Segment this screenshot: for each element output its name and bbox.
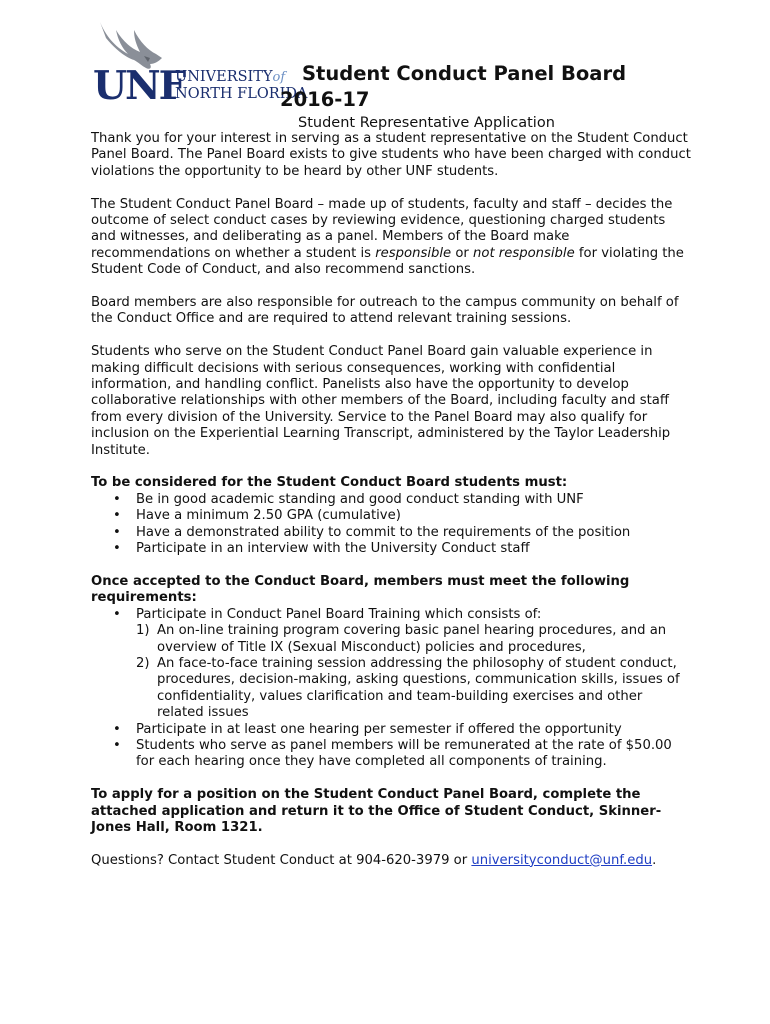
page-year: 2016-17 — [280, 88, 370, 111]
list-item: • Participate in Conduct Panel Board Training which consists of: — [91, 607, 691, 623]
list-item: • Participate in at least one hearing per semester if offered the opportunity — [91, 722, 691, 738]
list-item: • Students who serve as panel members will be remunerated at the rate of $50.00 for each hearing once they have completed all components of training. — [91, 738, 691, 771]
list-item: • Participate in an interview with the University Conduct staff — [91, 541, 691, 557]
unf-logo-wordmark: UNF — [93, 63, 185, 109]
accepted-heading: Once accepted to the Conduct Board, members must meet the following requirements: — [91, 573, 630, 606]
benefits-paragraph: Students who serve on the Student Conduct Panel Board gain valuable experience in making difficult decisions with serious consequences, working with confidential information, and handling conflict. Panelists also have the opportunity to develop collaborative relationships with other members of the Board, including faculty and staff from every division of the University. Service to the Panel Board may also qualify for inclusion on the Experiential Learning Transcript, administered by the Taylor Leadership Institute. — [91, 344, 671, 458]
list-item: 2) An face-to-face training session addressing the philosophy of student conduct, procedures, decision-making, asking questions, communication skills, issues of confidentiality, values clarification and team-building exercises and other related issues — [136, 655, 680, 721]
requirements-list — [91, 492, 691, 558]
training-sublist — [91, 623, 691, 721]
board-description-paragraph: The Student Conduct Panel Board – made up of students, faculty and staff – decides the outcome of select conduct cases by reviewing evidence, questioning charged students and witnesses, and deliberating as a panel. Members of the Board make recommendations on whether a student is responsible or not responsible for violating the Student Code of Conduct, and also recommend sanctions. — [91, 196, 684, 278]
page-title: Student Conduct Panel Board — [302, 62, 627, 85]
apply-instructions: To apply for a position on the Student Conduct Panel Board, complete the attached application and return it to the Office of Student Conduct, Skinner-Jones Hall, Room 1321. — [91, 787, 662, 835]
document-body — [91, 131, 691, 886]
accepted-list-continued — [91, 722, 691, 771]
list-item: • Have a minimum 2.50 GPA (cumulative) — [91, 508, 691, 524]
university-line1: UNIVERSITY — [175, 69, 273, 85]
intro-paragraph: Thank you for your interest in serving as a student representative on the Student Conduct Panel Board. The Panel Board exists to give students who have been charged with conduct violations the opportunity to be heard by other UNF students. — [91, 131, 691, 179]
list-item: • Be in good academic standing and good conduct standing with UNF — [91, 492, 691, 508]
list-item: 1) An on-line training program covering basic panel hearing procedures, and an overview of Title IX (Sexual Misconduct) policies and procedures, — [136, 623, 667, 655]
university-of: of — [272, 70, 286, 85]
contact-email-link[interactable]: universityconduct@unf.edu — [471, 852, 653, 868]
requirements-heading: To be considered for the Student Conduct Board students must: — [91, 475, 568, 491]
university-line2: NORTH FLORIDA — [175, 86, 308, 102]
contact-paragraph: Questions? Contact Student Conduct at 904-620-3979 or universityconduct@unf.edu. — [91, 852, 657, 868]
page-subtitle: Student Representative Application — [298, 115, 555, 131]
list-item: • Have a demonstrated ability to commit to the requirements of the position — [91, 525, 691, 541]
accepted-list — [91, 607, 691, 623]
outreach-paragraph: Board members are also responsible for outreach to the campus community on behalf of the Conduct Office and are required to attend relevant training sessions. — [91, 295, 679, 327]
